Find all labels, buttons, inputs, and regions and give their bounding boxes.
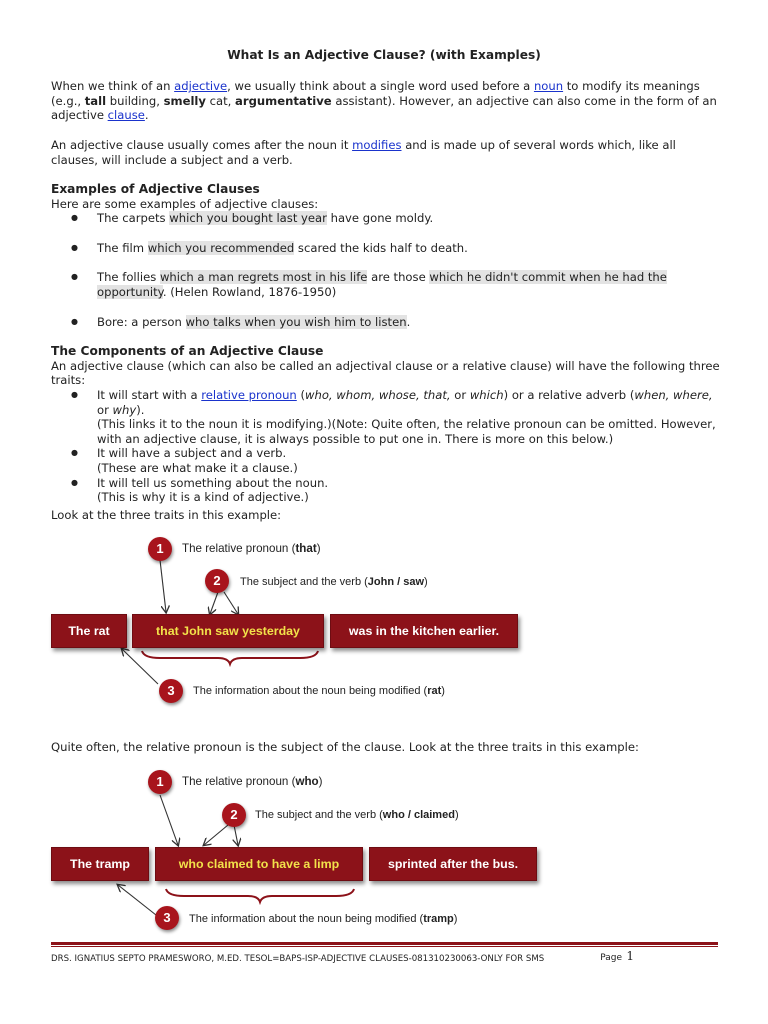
diagram-example-2 <box>0 765 768 940</box>
label-relative-pronoun: The relative pronoun (that) <box>182 542 321 555</box>
modifies-link[interactable]: modifies <box>352 138 402 152</box>
noun-box: The tramp <box>51 847 149 881</box>
list-item: ● The follies which a man regrets most in his life are those which he didn't commit when he had the opportunity. (Helen Rowland, 1876-1950) <box>51 270 721 299</box>
diagram-example-1 <box>0 530 768 710</box>
examples-section <box>51 182 721 211</box>
page-title: What Is an Adjective Clause? (with Examples) <box>227 48 541 62</box>
components-section <box>51 344 721 388</box>
page-label: Page <box>600 953 622 963</box>
page-footer <box>51 949 718 967</box>
clause-link[interactable]: clause <box>107 108 145 123</box>
predicate-box: was in the kitchen earlier. <box>330 614 518 648</box>
list-item: ● The film which you recommended scared the kids half to death. <box>51 241 721 256</box>
examples-lead: Here are some examples of adjective clauses: <box>51 196 319 211</box>
look-text-1: Look at the three traits in this example: <box>51 508 282 522</box>
label-subject-verb: The subject and the verb (John / saw) <box>240 576 428 588</box>
step-1-badge: 1 <box>148 537 172 561</box>
footer-text: DRS. IGNATIUS SEPTO PRAMESWORO, M.ED. TESOL=BAPS-ISP-ADJECTIVE CLAUSES-081310230063-ONLY FOR SMS <box>51 954 545 964</box>
step-1-badge: 1 <box>148 770 172 794</box>
footer-rule-thin <box>51 946 718 947</box>
label-relative-pronoun: The relative pronoun (who) <box>182 775 323 788</box>
list-item: ● It will tell us something about the noun. (This is why it is a kind of adjective.) <box>51 476 721 505</box>
page-number: 1 <box>626 949 634 963</box>
examples-heading: Examples of Adjective Clauses <box>51 182 260 196</box>
adjective-link[interactable]: adjective <box>174 79 228 93</box>
components-heading: The Components of an Adjective Clause <box>51 344 324 358</box>
label-information: The information about the noun being modified (tramp) <box>189 913 458 925</box>
list-item: ● Bore: a person who talks when you wish him to listen. <box>51 315 721 330</box>
step-3-badge: 3 <box>159 679 183 703</box>
noun-link[interactable]: noun <box>533 79 564 93</box>
step-3-badge: 3 <box>155 906 179 930</box>
relative-pronoun-link[interactable]: relative pronoun <box>201 388 297 402</box>
examples-list-4 <box>51 315 721 330</box>
footer-rule <box>51 942 718 945</box>
noun-box: The rat <box>51 614 127 648</box>
label-information: The information about the noun being modified (rat) <box>193 685 445 697</box>
step-2-badge: 2 <box>205 569 229 593</box>
intro-paragraph: When we think of an adjective, we usually think about a single word used before a noun to modify its meanings (e.g., tall building, smelly cat, argumentative assistant). However, an adjective can also come in the form of an adjective clause. <box>51 79 717 123</box>
step-2-badge: 2 <box>222 803 246 827</box>
traits-list <box>51 388 721 505</box>
look-text-2: Quite often, the relative pronoun is the subject of the clause. Look at the three traits in this example: <box>51 740 639 754</box>
clause-box: who claimed to have a limp <box>155 847 363 881</box>
predicate-box: sprinted after the bus. <box>369 847 537 881</box>
examples-list-3 <box>51 270 721 299</box>
examples-list-2 <box>51 241 721 256</box>
intro-paragraph-2: An adjective clause usually comes after the noun it modifies and is made up of several words which, like all clauses, will include a subject and a verb. <box>51 138 676 167</box>
list-item: ● It will start with a relative pronoun (who, whom, whose, that, or which) or a relative adverb (when, where, or why). (This links it to the noun it is modifying.)(Note: Quite often, the relative pronoun can be omitted. However, with an adjective clause, it is always possible to put one in. There is more on this below.) <box>51 388 721 446</box>
clause-box: that John saw yesterday <box>132 614 324 648</box>
list-item: ● The carpets which you bought last year have gone moldy. <box>51 211 721 226</box>
examples-list <box>51 211 721 226</box>
list-item: ● It will have a subject and a verb. (These are what make it a clause.) <box>51 446 721 475</box>
components-lead: An adjective clause (which can also be called an adjectival clause or a relative clause) will have the following three traits: <box>51 358 720 388</box>
label-subject-verb: The subject and the verb (who / claimed) <box>255 809 459 821</box>
